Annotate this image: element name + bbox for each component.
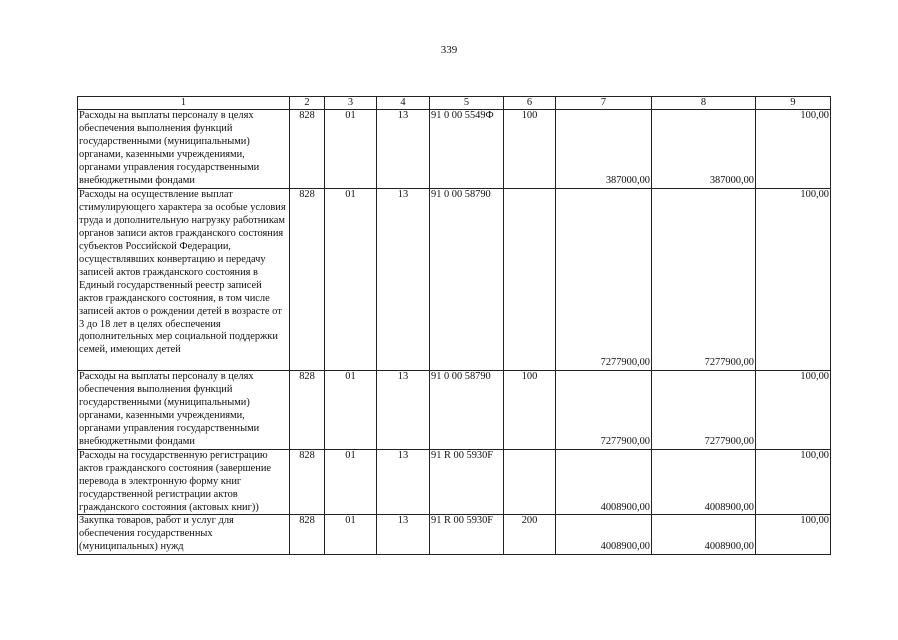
executed-amount-cell: 7277900,00 (652, 371, 756, 450)
section-cell: 01 (325, 371, 377, 450)
expense-type-cell (504, 189, 556, 371)
section-cell: 01 (325, 189, 377, 371)
expense-type-cell: 100 (504, 110, 556, 189)
table-row (78, 110, 831, 189)
section-cell: 01 (325, 515, 377, 555)
planned-amount-cell: 7277900,00 (556, 189, 652, 371)
column-header-1: 1 (78, 97, 290, 110)
target-article-cell: 91 0 00 58790 (430, 189, 504, 371)
expense-type-cell: 100 (504, 371, 556, 450)
subsection-cell: 13 (377, 371, 430, 450)
column-header-3: 3 (325, 97, 377, 110)
budget-table (77, 96, 831, 555)
target-article-cell: 91 R 00 5930F (430, 515, 504, 555)
target-article-cell: 91 0 00 58790 (430, 371, 504, 450)
planned-amount-cell: 4008900,00 (556, 515, 652, 555)
expense-type-cell (504, 449, 556, 515)
ministry-code-cell: 828 (290, 515, 325, 555)
expense-name-cell: Расходы на государственную регистрацию актов гражданского состояния (завершение перевода в электронную форму книг государственной регистрации актов гражданского состояния (актовых книг)) (78, 449, 290, 515)
execution-percent-cell: 100,00 (756, 449, 831, 515)
column-header-6: 6 (504, 97, 556, 110)
subsection-cell: 13 (377, 449, 430, 515)
page-number: 339 (440, 44, 458, 56)
table-row (78, 189, 831, 371)
executed-amount-cell: 7277900,00 (652, 189, 756, 371)
target-article-cell: 91 0 00 5549Ф (430, 110, 504, 189)
planned-amount-cell: 4008900,00 (556, 449, 652, 515)
expense-name-cell: Закупка товаров, работ и услуг для обеспечения государственных (муниципальных) нужд (78, 515, 290, 555)
column-header-2: 2 (290, 97, 325, 110)
subsection-cell: 13 (377, 189, 430, 371)
ministry-code-cell: 828 (290, 110, 325, 189)
expense-name-cell: Расходы на выплаты персоналу в целях обеспечения выполнения функций государственными (муниципальными) органами, казенными учреждениями, органами управления государственными внебюджетными фондами (78, 371, 290, 450)
ministry-code-cell: 828 (290, 449, 325, 515)
execution-percent-cell: 100,00 (756, 371, 831, 450)
section-cell: 01 (325, 449, 377, 515)
ministry-code-cell: 828 (290, 189, 325, 371)
table-row (78, 371, 831, 450)
expense-name-cell: Расходы на осуществление выплат стимулирующего характера за особые условия труда и дополнительную нагрузку работникам органов записи актов гражданского состояния субъектов Российской Федерации, осуществлявших конвертацию и передачу записей актов гражданского состояния в Единый государственный реестр записей актов гражданского состояния, в том числе записей актов о рождении детей в возрасте от 3 до 18 лет в целях обеспечения дополнительных мер социальной поддержки семей, имеющих детей (78, 189, 290, 371)
section-cell: 01 (325, 110, 377, 189)
column-header-7: 7 (556, 97, 652, 110)
target-article-cell: 91 R 00 5930F (430, 449, 504, 515)
executed-amount-cell: 4008900,00 (652, 449, 756, 515)
expense-type-cell: 200 (504, 515, 556, 555)
header-row (78, 97, 831, 110)
executed-amount-cell: 4008900,00 (652, 515, 756, 555)
table-row (78, 449, 831, 515)
executed-amount-cell: 387000,00 (652, 110, 756, 189)
subsection-cell: 13 (377, 515, 430, 555)
expense-name-cell: Расходы на выплаты персоналу в целях обеспечения выполнения функций государственными (муниципальными) органами, казенными учреждениями, органами управления государственными внебюджетными фондами (78, 110, 290, 189)
column-header-8: 8 (652, 97, 756, 110)
execution-percent-cell: 100,00 (756, 515, 831, 555)
column-header-5: 5 (430, 97, 504, 110)
subsection-cell: 13 (377, 110, 430, 189)
planned-amount-cell: 7277900,00 (556, 371, 652, 450)
column-header-4: 4 (377, 97, 430, 110)
table-row (78, 515, 831, 555)
ministry-code-cell: 828 (290, 371, 325, 450)
execution-percent-cell: 100,00 (756, 110, 831, 189)
execution-percent-cell: 100,00 (756, 189, 831, 371)
column-header-9: 9 (756, 97, 831, 110)
planned-amount-cell: 387000,00 (556, 110, 652, 189)
